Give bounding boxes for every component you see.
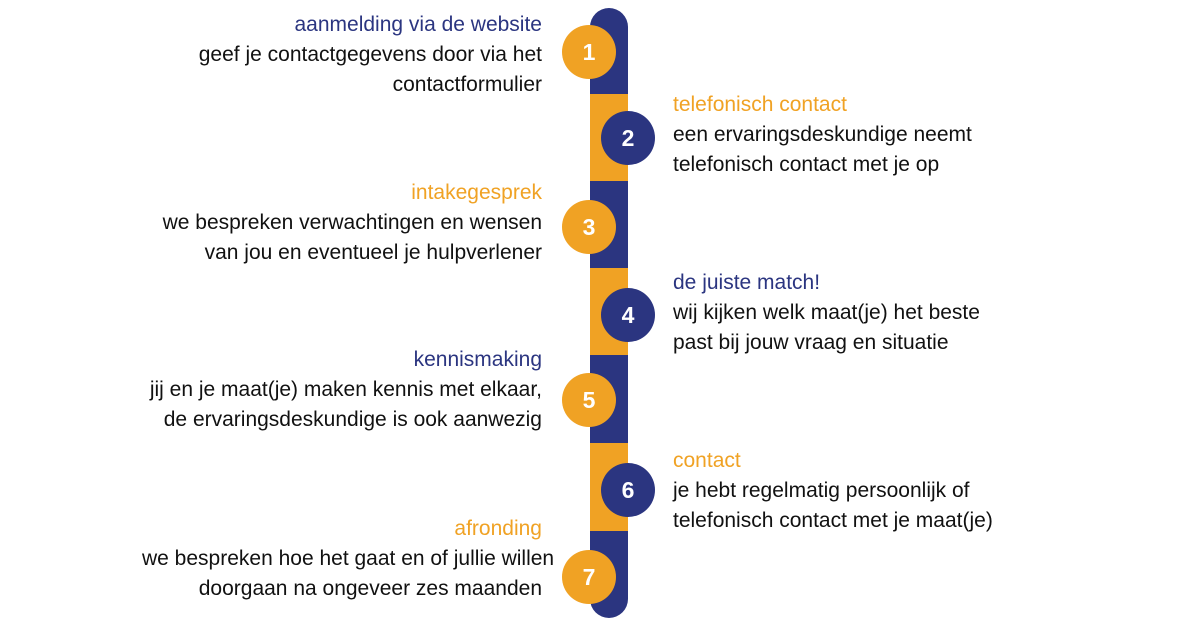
- step-description-line: geef je contactgegevens door via het: [198, 43, 542, 66]
- step-3: [142, 178, 542, 268]
- step-title: intakegesprek: [411, 181, 542, 204]
- step-description-line: we bespreken verwachtingen en wensen: [162, 211, 542, 234]
- step-title: de juiste match!: [673, 271, 821, 294]
- step-1: [142, 10, 542, 100]
- step-number: 6: [621, 477, 635, 503]
- step-number: 4: [621, 302, 635, 328]
- step-marker-4: [601, 288, 655, 342]
- step-description-line: de ervaringsdeskundige is ook aanwezig: [163, 408, 542, 431]
- step-description-line: telefonisch contact met je maat(je): [673, 509, 993, 532]
- step-description-line: van jou en eventueel je hulpverlener: [204, 241, 542, 264]
- step-title: contact: [673, 449, 741, 472]
- step-6: [673, 446, 1073, 536]
- step-title: kennismaking: [413, 348, 542, 371]
- step-marker-6: [601, 463, 655, 517]
- step-number: 1: [582, 39, 596, 65]
- step-description-line: je hebt regelmatig persoonlijk of: [673, 479, 970, 502]
- step-number: 2: [621, 125, 635, 151]
- step-title: afronding: [454, 517, 542, 540]
- step-marker-2: [601, 111, 655, 165]
- step-description-line: telefonisch contact met je op: [673, 153, 940, 176]
- step-number: 5: [582, 387, 596, 413]
- step-5: [142, 345, 542, 435]
- step-description-line: een ervaringsdeskundige neemt: [673, 123, 972, 146]
- step-description-line: doorgaan na ongeveer zes maanden: [198, 577, 542, 600]
- step-2: [673, 90, 1073, 180]
- step-number: 7: [582, 564, 596, 590]
- step-marker-7: [562, 550, 616, 604]
- step-description-line: contactformulier: [392, 73, 542, 96]
- step-7: [142, 514, 555, 604]
- step-4: [673, 268, 1073, 358]
- step-marker-1: [562, 25, 616, 79]
- step-marker-3: [562, 200, 616, 254]
- step-description-line: jij en je maat(je) maken kennis met elkaar,: [149, 378, 542, 401]
- step-marker-5: [562, 373, 616, 427]
- step-description-line: we bespreken hoe het gaat en of jullie willen: [142, 547, 555, 570]
- step-title: aanmelding via de website: [294, 13, 542, 36]
- step-number: 3: [582, 214, 596, 240]
- step-description-line: wij kijken welk maat(je) het beste: [673, 301, 980, 324]
- step-description-line: past bij jouw vraag en situatie: [673, 331, 949, 354]
- step-title: telefonisch contact: [673, 93, 847, 116]
